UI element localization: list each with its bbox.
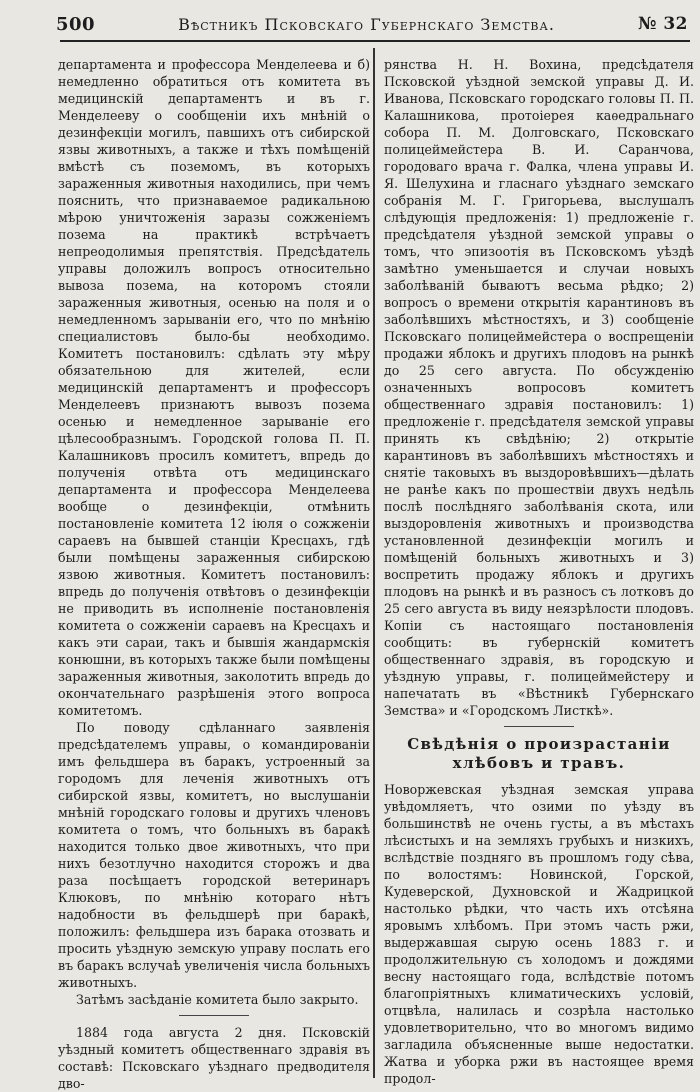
right-paragraph-1: рянства Н. Н. Вохина, предсѣдателя Псковской уѣздной земской управы Д. И. Иванова, Псковскаго городскаго головы П. П. Калашникова, протоіерея каѳедральнаго собора П. М. Долговскаго, Псковскаго полицеймейстера В. И. Саранчова, городоваго врача г. Фалка, члена управы И. Я. Шелухина и гласнаго уѣзднаго земскаго собранія М. Г. Григорьева, выслушалъ слѣдующія предложенія: 1) предложеніе г. предсѣдателя уѣздной земской управы о томъ, что эпизоотія въ Псковскомъ уѣздѣ замѣтно уменьшается и случаи новыхъ заболѣваній бываютъ весьма рѣдко; 2) вопросъ о времени открытія карантиновъ въ заболѣвшихъ мѣстностяхъ, и 3) сообщеніе Псковскаго полицеймейстера о воспрещеніи продажи яблокъ и другихъ плодовъ на рынкѣ до 25 сего августа. По обсужденію означенныхъ вопросовъ комитетъ общественнаго здравія постановилъ: 1) предложеніе г. предсѣдателя земской управы принять къ свѣдѣнію; 2) открытіе карантиновъ въ заболѣвшихъ мѣстностяхъ и снятіе таковыхъ въ выздоровѣвшихъ—дѣлать не ранѣе какъ по прошествіи двухъ недѣль послѣ послѣдняго заболѣванія скота, или выздоровленія животныхъ и производства установленной дезинфекціи могилъ и помѣщеній больныхъ животныхъ и 3) воспретить продажу яблокъ и другихъ плодовъ на рынкѣ и въ разносъ съ лотковъ до 25 сего августа въ виду неязрѣлости плодовъ. Копіи съ настоящаго постановленія сообщить: въ губернскій комитетъ общественнаго здравія, въ городскую и уѣздную управы, г. полицеймейстеру и напечатать въ «Вѣстникѣ Губернскаго Земства» и «Городскомъ Листкѣ». (384, 57, 694, 718)
column-divider (373, 48, 375, 1078)
left-paragraph-3: Затѣмъ засѣданіе комитета было закрыто. (76, 992, 359, 1007)
section-paragraph-1: Новоржевская уѣздная земская управа увѣдомляетъ, что озими по уѣзду въ большинствѣ не очень густы, а въ мѣстахъ лѣсистыхъ и на земляхъ грубыхъ и низкихъ, вслѣдствіе поздняго въ прошломъ году сѣва, по волостямъ: Новинской, Горской, Кудеверской, Духновской и Жадрицкой настолько рѣдки, что часть ихъ отсѣяна яровымъ хлѣбомъ. При этомъ часть ржи, выдержавшая сырую осень 1883 г. и продолжительную съ холодомъ и дождями весну настоящаго года, вслѣдствіе потомъ благопріятныхъ климатическихъ условій, отцвѣла, налилась и созрѣла настолько удовлетворительно, что во многомъ видимо загладила объясненные выше недостатки. Жатва и уборка ржи въ настоящее время продол- (384, 782, 694, 1086)
section-heading: Свѣдѣнія о произрастаніи хлѣбовъ и травъ. (407, 735, 671, 772)
right-separator (504, 726, 574, 727)
left-paragraph-4: 1884 года августа 2 дня. Псковскій уѣздный комитетъ общественнаго здравія въ составѣ: Псковскаго уѣзднаго предводителя дво- (58, 1025, 370, 1091)
header-rule (60, 40, 690, 42)
left-separator (179, 1015, 249, 1016)
publication-title: Вѣстникъ Псковскаго Губернскаго Земства. (178, 14, 555, 34)
page-header (56, 12, 688, 36)
issue-number: № 32 (637, 14, 688, 34)
left-paragraph-2: По поводу сдѣланнаго заявленія предсѣдателемъ управы, о командированіи имъ фельдшера въ баракъ, устроенный за городомъ для леченія животныхъ отъ сибирской язвы, комитетъ, но выслушаніи мнѣній городскаго головы и другихъ членовъ комитета о томъ, что больныхъ въ баракѣ находится только двое животныхъ, что при нихъ безотлучно находится сторожъ и два раза посѣщаетъ городской ветеринаръ Клюковъ, по мнѣнію котораго нѣтъ надобности въ фельдшерѣ при баракѣ, положилъ: фельдшера изъ барака отозвать и просить уѣздную земскую управу послать его въ баракъ вслучаѣ увеличенія числа больныхъ животныхъ. (58, 720, 370, 990)
right-column (384, 56, 694, 1087)
left-column (58, 56, 370, 1092)
page-number: 500 (56, 13, 96, 35)
left-paragraph-1: департамента и профессора Менделеева и б) немедленно обратиться отъ комитета въ медицинскій департаментъ и въ г. Менделееву о сообщеніи ихъ мнѣній о дезинфекціи могилъ, павшихъ отъ сибирской язвы животныхъ, а также и тѣхъ помѣщеній вмѣстѣ съ поземомъ, въ которыхъ зараженныя животныя находились, при чемъ пояснить, что признаваемое радикальною мѣрою уничтоженія заразы сожженіемъ позема на практикѣ встрѣчаетъ непреодолимыя препятствія. Предсѣдатель управы доложилъ вопросъ относительно вывоза позема, на которомъ стояли зараженныя животныя, осенью на поля и о немедленномъ зарываніи его, что по мнѣнію специалистовъ было-бы необходимо. Комитетъ постановилъ: сдѣлать эту мѣру обязательною для жителей, если медицинскій департаментъ и профессоръ Менделеевъ признаютъ вывозъ позема осенью и немедленное зарываніе его цѣлесообразнымъ. Городской голова П. П. Калашниковъ просилъ комитетъ, впредь до полученія отвѣта отъ медицинскаго департамента и профессора Менделеева вообще о дезинфекціи, отмѣнить постановленіе комитета 12 іюля о сожженіи сараевъ на бывшей станціи Кресцахъ, гдѣ были помѣщены зараженныя сибирскою язвою животныя. Комитетъ постановилъ: впредь до полученія отвѣтовъ о дезинфекціи не приводить въ исполненіе постановленія комитета о сожженіи сараевъ на Кресцахъ и какъ эти сараи, такъ и бывшія жандармскія конюшни, въ которыхъ также были помѣщены зараженныя животныя, заколотить впредь до окончательнаго разрѣшенія этого вопроса комитетомъ. (58, 57, 370, 718)
